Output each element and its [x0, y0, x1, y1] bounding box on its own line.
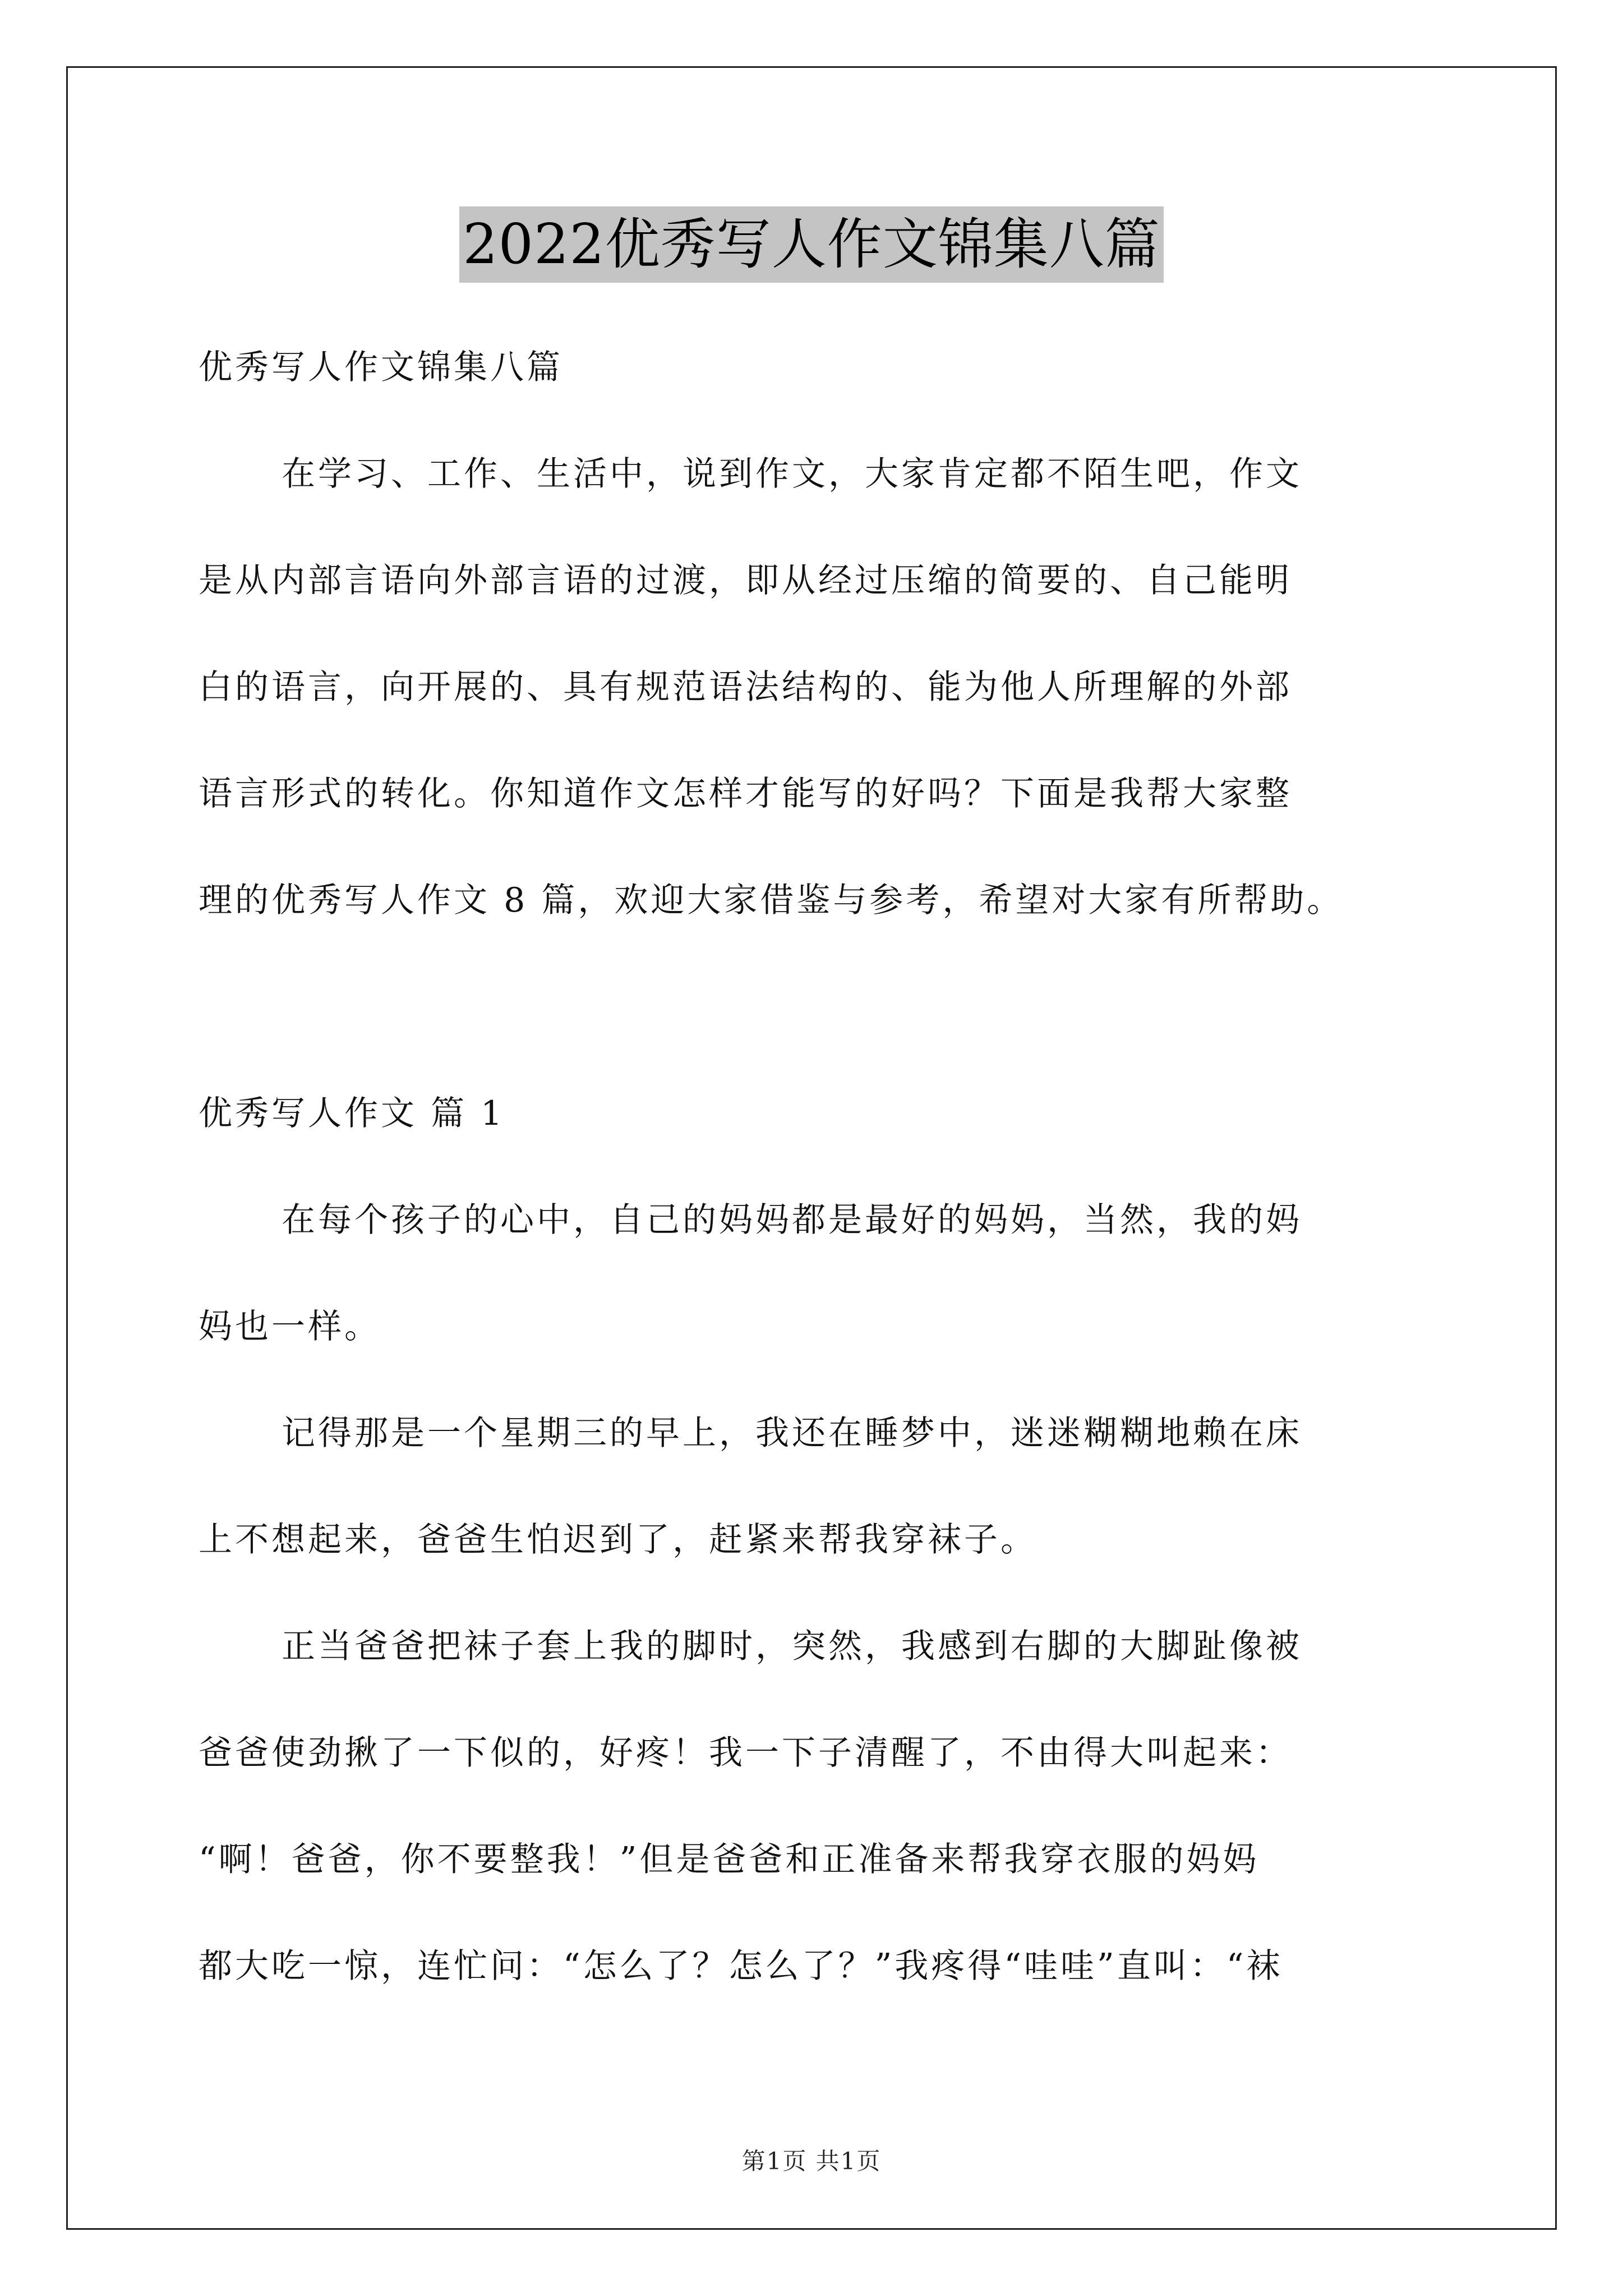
text-line: 优秀写人作文 篇 1 — [199, 1094, 505, 1133]
page-footer: 第1页 共1页 — [741, 2147, 882, 2175]
title-container — [0, 206, 1623, 283]
text-line: 白的语言，向开展的、具有规范语法结构的、能为他人所理解的外部 — [199, 668, 1292, 707]
document-body — [199, 314, 1436, 2019]
text-line: 优秀写人作文锦集八篇 — [199, 348, 563, 387]
text-line: 妈也一样。 — [199, 1307, 381, 1346]
text-line: 正当爸爸把袜子套上我的脚时，突然，我感到右脚的大脚趾像被 — [282, 1627, 1302, 1666]
text-line: 都大吃一惊，连忙问：“怎么了？怎么了？”我疼得“哇哇”直叫：“袜 — [199, 1947, 1283, 1986]
text-line: “啊！爸爸，你不要整我！”但是爸爸和正准备来帮我穿衣服的妈妈 — [199, 1840, 1260, 1879]
text-line: 在每个孩子的心中，自己的妈妈都是最好的妈妈，当然，我的妈 — [282, 1200, 1302, 1240]
text-line: 爸爸使劲揪了一下似的，好疼！我一下子清醒了，不由得大叫起来： — [199, 1733, 1292, 1773]
text-line: 是从内部言语向外部言语的过渡，即从经过压缩的简要的、自己能明 — [199, 561, 1292, 600]
text-line: 理的优秀写人作文 8 篇，欢迎大家借鉴与参考，希望对大家有所帮助。 — [199, 881, 1344, 920]
text-line: 语言形式的转化。你知道作文怎样才能写的好吗？下面是我帮大家整 — [199, 774, 1292, 813]
section-gap — [199, 954, 1436, 1060]
text-line: 在学习、工作、生活中，说到作文，大家肯定都不陌生吧，作文 — [282, 454, 1302, 494]
text-line: 记得那是一个星期三的早上，我还在睡梦中，迷迷糊糊地赖在床 — [282, 1414, 1302, 1453]
document-title: 2022优秀写人作文锦集八篇 — [459, 206, 1163, 283]
text-line: 上不想起来，爸爸生怕迟到了，赶紧来帮我穿袜子。 — [199, 1520, 1037, 1559]
